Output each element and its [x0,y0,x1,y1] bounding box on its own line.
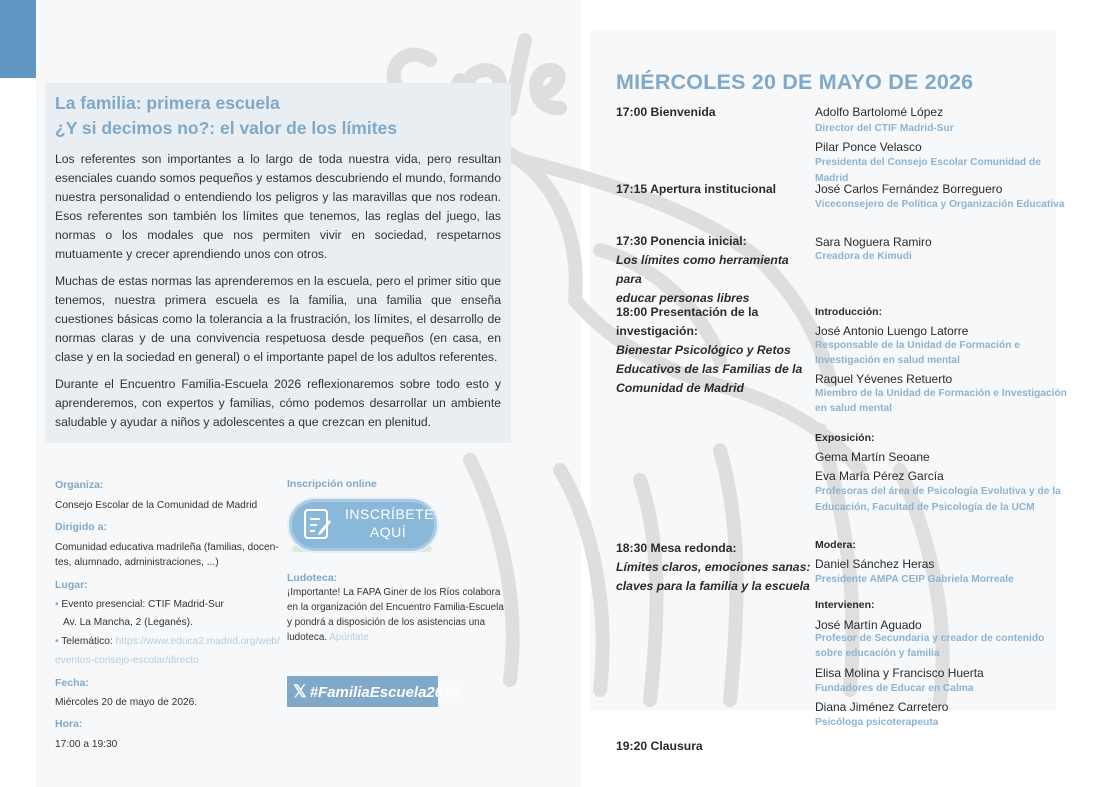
signup-line-1: INSCRÍBETE [345,506,435,522]
slot-mesa-heading: 18:30 Mesa redonda: [616,541,737,555]
slot-ponencia-title [616,232,811,308]
speaker-name: Sara Noguera Ramiro [815,235,932,249]
lugar-label: Lugar: [55,579,88,591]
speaker-name: Gema Martín Seoane [815,450,930,464]
dirigido-value-1: Comunidad educativa madrileña (familias, docen- [55,542,279,553]
speaker-name: Daniel Sánchez Heras [815,557,935,571]
hashtag-badge[interactable] [287,676,460,707]
speaker-name: Raquel Yévenes Retuerto [815,372,953,386]
ludoteca-label: Ludoteca: [287,572,338,584]
slot-mesa-subtitle-2 [616,577,811,596]
slot-ponencia-subtitle-2-text: educar personas libres [616,291,750,305]
stream-link-part-1[interactable]: https://www.educa2.madrid.org/web/ [115,636,280,647]
slot-ponencia-heading: 17:30 Ponencia inicial: [616,234,747,248]
speaker-name: José Antonio Luengo Latorre [815,324,969,338]
speaker-role: Educación, Facultad de Psicología de la UCM [815,502,1035,513]
hora-value: 17:00 a 19:30 [55,739,118,750]
lugar-telematico-label: Telemático: [61,636,113,647]
speaker-name: Diana Jiménez Carretero [815,700,949,714]
slot-apertura-title: 17:15 Apertura institucional [616,182,777,196]
speaker-role: Presidente AMPA CEIP Gabriela Morreale [815,574,1014,585]
fecha-label: Fecha: [55,677,89,689]
lugar-presencial-text: Evento presencial: CTIF Madrid-Sur [61,599,224,610]
program-day-title: MIÉRCOLES 20 DE MAYO DE 2026 [616,70,974,94]
intro-paragraph-2: Muchas de estas normas las aprenderemos en la escuela, pero el primer sitio que tenemos, nuestra primera escuela es la familia, una familia que enseña cuestiones básicas como la tolerancia a la frustración, los límites, el desarrollo de normas claras y de una convivencia respetuosa desde pequeños (en casa, en clase y en la sociedad en general) o el importante papel de los adultos referentes. [55,274,501,364]
speaker-role: sobre educación y familia [815,648,940,659]
signup-line-2: AQUÍ [369,524,407,540]
speaker-name: Eva María Pérez García [815,469,944,483]
hora-label: Hora: [55,718,83,730]
speaker-role: Responsable de la Unidad de Formación e [815,340,1020,351]
organiza-label: Organiza: [55,479,104,491]
slot-ponencia-subtitle-1 [616,251,811,289]
speaker-name: Adolfo Bartolomé López [815,105,944,119]
x-social-icon: 𝕏 [293,682,307,701]
ludoteca-line-3: y pondrá a disposición de los asistencias una [287,617,486,628]
slot-investigacion-subtitle-1-text: Bienestar Psicológico y Retos [616,343,791,357]
slot-investigacion-subtitle-2 [616,360,811,379]
corner-tab [0,0,36,78]
slot-investigacion-subtitle-3 [616,379,811,398]
inscripcion-label: Inscripción online [287,478,377,490]
dirigido-label: Dirigido a: [55,521,107,533]
form-edit-icon [303,508,331,542]
intro-title-line-1: La familia: primera escuela [55,93,280,113]
intro-title-line-2: ¿Y si decimos no?: el valor de los límites [55,118,398,138]
slot-clausura-title: 19:20 Clausura [616,739,703,753]
speaker-role: Fundadores de Educar en Calma [815,683,974,694]
intro-paragraph-3: Durante el Encuentro Familia-Escuela 2026 reflexionaremos sobre todo esto y aprenderemos, con expertos y familias, cómo podemos desarrollar un ambiente saludable y ayudar a niños y adolescentes a que crezcan en plenitud. [55,377,501,429]
speaker-role: Investigación en salud mental [815,355,960,366]
speaker-role: Director del CTIF Madrid-Sur [815,123,954,134]
speaker-role: Viceconsejero de Política y Organización Educativa [815,199,1065,210]
hashtag-text: #FamiliaEscuela2026 [309,684,460,701]
stream-link-part-2[interactable]: eventos-consejo-escolar/directo [55,655,199,666]
slot-investigacion-heading-1: 18:00 Presentación de la [616,305,759,319]
speaker-role: Profesor de Secundaria y creador de contenido [815,633,1045,644]
speaker-role: Creadora de Kimudi [815,251,912,262]
slot-bienvenida-title: 17:00 Bienvenida [616,105,716,119]
speaker-name: Pilar Ponce Velasco [815,140,922,154]
intervienen-heading: Intervienen: [815,599,875,611]
slot-investigacion-subtitle-1 [616,341,811,360]
speaker-name: Elisa Molina y Francisco Huerta [815,666,984,680]
ludoteca-line-4-text: ludoteca. [287,632,328,643]
fecha-value: Miércoles 20 de mayo de 2026. [55,697,198,708]
bullet-icon: • [55,599,62,610]
slot-ponencia-subtitle-1-text: Los límites como herramienta para [616,253,789,286]
speaker-role: Psicóloga psicoterapeuta [815,717,939,728]
slot-investigacion-subtitle-3-text: Comunidad de Madrid [616,381,744,395]
slot-mesa-subtitle-1-text: Límites claros, emociones sanas: [616,560,811,574]
bullet-icon: • [55,636,62,647]
ludoteca-line-2: en la organización del Encuentro Familia-Escuela [287,602,504,613]
organiza-value: Consejo Escolar de la Comunidad de Madrid [55,500,258,511]
signup-button-label [345,505,435,541]
speaker-name: José Martín Aguado [815,618,922,632]
speaker-role: Presidenta del Consejo Escolar Comunidad de Madrid [815,157,1041,184]
modera-heading: Modera: [815,539,856,551]
exposicion-heading: Exposición: [815,432,875,444]
speaker-name: José Carlos Fernández Borreguero [815,182,1003,196]
speaker-role: en salud mental [815,403,892,414]
slot-mesa-subtitle-1 [616,558,811,577]
slot-mesa-title [616,539,811,596]
introduccion-heading: Introducción: [815,306,883,318]
lugar-direccion: Av. La Mancha, 2 (Leganés). [63,617,193,628]
lugar-presencial [55,597,224,612]
ludoteca-line-4 [287,630,369,645]
ludoteca-line-1: ¡Importante! La FAPA Giner de los Ríos colabora [287,587,501,598]
signup-button[interactable] [287,497,439,553]
lugar-telematico [55,634,280,649]
intro-box [45,83,511,443]
apuntate-link[interactable]: Apúntate [329,632,369,643]
slot-investigacion-subtitle-2-text: Educativos de las Familias de la [616,362,803,376]
dirigido-value-2: tes, alumnado, administraciones, ...) [55,557,219,568]
slot-mesa-subtitle-2-text: claves para la familia y la escuela [616,579,810,593]
speaker-role: Profesoras del área de Psicología Evolutiva y de la [815,486,1061,497]
speaker-role: Miembro de la Unidad de Formación e Investigación [815,388,1067,399]
intro-paragraph-1: Los referentes son importantes a lo largo de toda nuestra vida, pero resultan esenciales cuando somos pequeños y estamos descubriendo el mundo, formando nuestra personalidad o entendiendo los peligros y las maravillas que nos rodean. Esos referentes son también los límites que tenemos, las reglas del juego, las normas o los modales que nos permiten vivir en sociedad, respetarnos mutuamente y crecer aprendiendo unos con otros. [55,152,501,261]
slot-investigacion-heading-2: investigación: [616,324,698,338]
slot-investigacion-title [616,303,811,398]
